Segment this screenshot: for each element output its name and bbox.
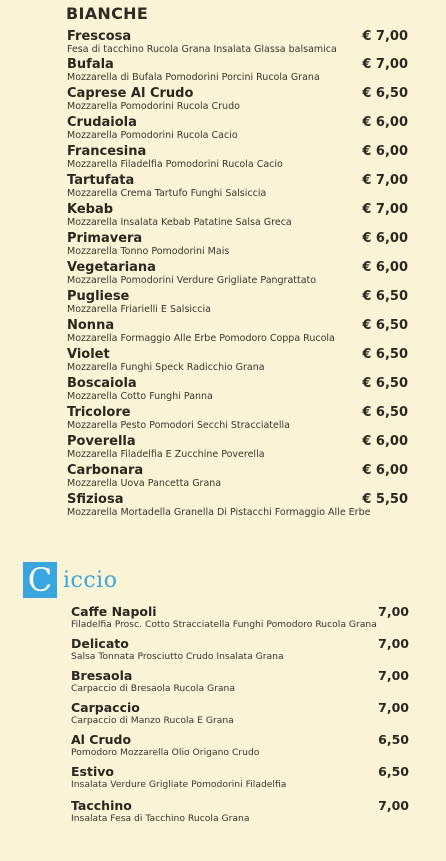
menu-item-description: Mozzarella Filadelfia Pomodorini Rucola Cacio	[67, 159, 283, 170]
menu-item-description: Fesa di tacchino Rucola Grana Insalata Glassa balsamica	[67, 44, 337, 55]
menu-item-price: € 6,50	[362, 86, 408, 101]
menu-item	[67, 289, 412, 316]
menu-item-name: Tricolore	[67, 405, 131, 420]
menu-item-price: 7,00	[378, 636, 409, 651]
menu-item	[67, 29, 412, 56]
menu-item-price: € 6,00	[362, 434, 408, 449]
menu-item-description: Carpaccio di Bresaola Rucola Grana	[71, 683, 236, 694]
menu-item-price: 7,00	[378, 668, 409, 683]
menu-item-description: Insalata Verdure Grigliate Pomodorini Filadelfia	[71, 779, 287, 790]
menu-item-name: Kebab	[67, 202, 114, 217]
menu-item-price: € 5,50	[362, 492, 408, 507]
section-bianche-title: BIANCHE	[66, 4, 149, 23]
menu-item-description: Carpaccio di Manzo Rucola E Grana	[71, 715, 234, 726]
menu-item-name: Carpaccio	[71, 700, 140, 715]
menu-item-name: Pugliese	[67, 289, 130, 304]
menu-item-price: 7,00	[378, 700, 409, 715]
menu-item-name: Tartufata	[67, 173, 135, 188]
menu-item	[67, 376, 412, 403]
menu-item-name: Francesina	[67, 144, 147, 159]
menu-item-description: Mozzarella Uova Pancetta Grana	[67, 478, 222, 489]
menu-item-name: Sfiziosa	[67, 492, 124, 507]
menu-item-price: € 6,50	[362, 318, 408, 333]
menu-item-price: € 6,50	[362, 289, 408, 304]
menu-item-price: 6,50	[378, 764, 409, 779]
menu-item	[67, 318, 412, 345]
menu-item	[67, 463, 412, 490]
menu-item-price: € 6,00	[362, 115, 408, 130]
menu-item-description: Mozzarella Pomodorini Verdure Grigliate Pangrattato	[67, 275, 317, 286]
menu-item	[71, 636, 411, 663]
menu-item-description: Mozzarella Funghi Speck Radicchio Grana	[67, 362, 265, 373]
menu-item-price: € 6,00	[362, 260, 408, 275]
menu-item	[71, 764, 411, 791]
menu-item-name: Crudaiola	[67, 115, 137, 130]
menu-item-price: 7,00	[378, 798, 409, 813]
menu-item-name: Al Crudo	[71, 732, 132, 747]
menu-item-name: Violet	[67, 347, 110, 362]
menu-item-name: Caprese Al Crudo	[67, 86, 194, 101]
menu-item-description: Mozzarella Crema Tartufo Funghi Salsiccia	[67, 188, 267, 199]
menu-item-description: Pomodoro Mozzarella Olio Origano Crudo	[71, 747, 260, 758]
menu-item	[71, 732, 411, 759]
menu-item-price: € 6,00	[362, 463, 408, 478]
menu-item-price: € 6,00	[362, 231, 408, 246]
menu-item-description: Insalata Fesa di Tacchino Rucola Grana	[71, 813, 250, 824]
menu-item-name: Tacchino	[71, 798, 132, 813]
menu-item-name: Estivo	[71, 764, 114, 779]
menu-item	[67, 57, 412, 84]
menu-item-price: € 6,50	[362, 347, 408, 362]
menu-item-description: Filadelfia Prosc. Cotto Stracciatella Funghi Pomodoro Rucola Grana	[71, 619, 377, 630]
menu-item-name: Frescosa	[67, 29, 132, 44]
menu-item-description: Mozzarella di Bufala Pomodorini Porcini Rucola Grana	[67, 72, 320, 83]
menu-item-name: Delicato	[71, 636, 129, 651]
menu-item-description: Mozzarella Pomodorini Rucola Crudo	[67, 101, 240, 112]
menu-item-name: Poverella	[67, 434, 136, 449]
menu-item	[67, 86, 412, 113]
menu-item-description: Mozzarella Pomodorini Rucola Cacio	[67, 130, 238, 141]
menu-item-name: Bufala	[67, 57, 114, 72]
menu-item	[67, 492, 412, 519]
menu-item	[67, 173, 412, 200]
menu-item-description: Mozzarella Formaggio Alle Erbe Pomodoro Coppa Rucola	[67, 333, 335, 344]
menu-item	[71, 668, 411, 695]
menu-item-price: € 7,00	[362, 57, 408, 72]
menu-item	[67, 202, 412, 229]
menu-item-price: € 7,00	[362, 29, 408, 44]
menu-item-price: 7,00	[378, 604, 409, 619]
menu-item-name: Bresaola	[71, 668, 133, 683]
menu-item-price: 6,50	[378, 732, 409, 747]
menu-item	[67, 144, 412, 171]
menu-item-price: € 6,00	[362, 144, 408, 159]
menu-item-price: € 6,50	[362, 405, 408, 420]
section-title-initial: C	[23, 562, 57, 598]
menu-item-description: Mozzarella Filadelfia E Zucchine Poverella	[67, 449, 265, 460]
menu-item-description: Mozzarella Mortadella Granella Di Pistacchi Formaggio Alle Erbe	[67, 507, 371, 518]
menu-item-description: Mozzarella Tonno Pomodorini Mais	[67, 246, 230, 257]
menu-item	[67, 347, 412, 374]
menu-item-description: Salsa Tonnata Prosciutto Crudo Insalata Grana	[71, 651, 284, 662]
menu-item-name: Boscaiola	[67, 376, 137, 391]
menu-item-name: Primavera	[67, 231, 143, 246]
menu-item-price: € 6,50	[362, 376, 408, 391]
menu-item-description: Mozzarella Cotto Funghi Panna	[67, 391, 213, 402]
menu-item	[67, 434, 412, 461]
menu-item-name: Carbonara	[67, 463, 144, 478]
menu-item-description: Mozzarella Pesto Pomodori Secchi Stracciatella	[67, 420, 290, 431]
menu-item	[71, 700, 411, 727]
menu-item-price: € 7,00	[362, 173, 408, 188]
menu-item-description: Mozzarella Friarielli E Salsiccia	[67, 304, 211, 315]
menu-item-description: Mozzarella Insalata Kebab Patatine Salsa Greca	[67, 217, 292, 228]
menu-item-name: Nonna	[67, 318, 115, 333]
menu-item	[67, 260, 412, 287]
menu-item	[67, 405, 412, 432]
menu-item	[71, 604, 411, 631]
section-title-rest: iccio	[63, 568, 118, 593]
menu-item-price: € 7,00	[362, 202, 408, 217]
menu-item-name: Vegetariana	[67, 260, 156, 275]
menu-item-name: Caffe Napoli	[71, 604, 157, 619]
menu-item	[67, 231, 412, 258]
menu-item	[67, 115, 412, 142]
menu-item	[71, 798, 411, 825]
